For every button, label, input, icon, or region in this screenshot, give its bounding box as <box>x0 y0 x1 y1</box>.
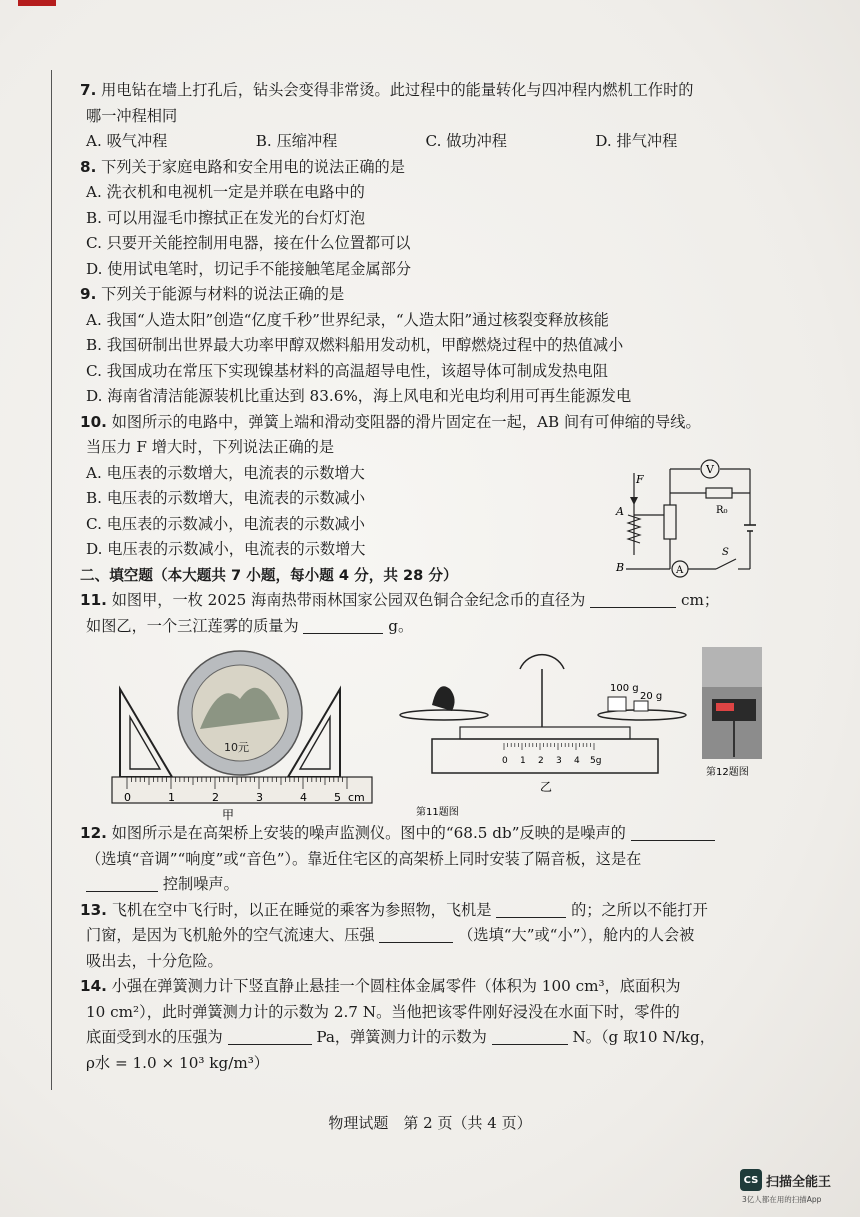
beam-label-5: 5g <box>590 756 602 766</box>
ruler-label-3: 3 <box>256 791 263 804</box>
beam-label-3: 3 <box>556 756 562 766</box>
option-b: B. 压缩冲程 <box>255 132 338 150</box>
question-stem-cont <box>80 872 765 898</box>
question-number: 9. <box>80 285 97 303</box>
circuit-svg <box>600 453 760 583</box>
camscanner-logo-icon: CS <box>740 1169 762 1191</box>
point-b-label: B <box>616 561 625 574</box>
option-d: D. 排气冲程 <box>595 132 678 150</box>
question-10 <box>80 410 765 436</box>
option-c: C. 做功冲程 <box>425 132 507 150</box>
question-number: 10. <box>80 412 107 431</box>
question-stem: 飞机在空中飞行时，以正在睡觉的乘客为参照物，飞机是 <box>111 900 492 919</box>
switch-icon <box>716 559 736 569</box>
answer-blank[interactable] <box>303 616 383 634</box>
question-stem-cont <box>80 614 765 640</box>
question-14 <box>80 974 765 1000</box>
ammeter-label: A <box>676 565 684 576</box>
ruler <box>112 777 372 804</box>
answer-blank[interactable] <box>496 900 566 918</box>
figures-svg <box>72 639 762 821</box>
option-a: A. 电压表的示数增大，电流表的示数增大 <box>86 463 365 482</box>
unit-text: g。 <box>388 616 414 635</box>
ruler-label-0: 0 <box>124 791 131 804</box>
point-a-label: A <box>616 505 624 518</box>
question-stem: 小强在弹簧测力计下竖直静止悬挂一个圆柱体金属零件（体积为 100 cm³，底面积为 <box>111 977 681 995</box>
force-label: F <box>636 473 644 486</box>
ruler-label-4: 4 <box>300 791 307 804</box>
beam-label-1: 1 <box>520 756 526 766</box>
question-stem-cont: （选填“音调”“响度”或“音色”）。靠近住宅区的高架桥上同时安装了隔音板，这是在 <box>86 849 642 868</box>
page-footer: 物理试题 第 2 页（共 4 页） <box>328 1114 532 1132</box>
question-13 <box>80 898 765 924</box>
answer-blank[interactable] <box>228 1027 312 1045</box>
answer-blank[interactable] <box>590 590 676 608</box>
caption-12: 第12题图 <box>706 767 749 778</box>
question-stem: N。（g 取10 N/kg， <box>572 1028 715 1046</box>
question-stem-cont: 吸出去，十分危险。 <box>86 951 223 970</box>
answer-blank[interactable] <box>379 925 453 943</box>
question-stem-cont: ρ水 = 1.0 × 10³ kg/m³） <box>86 1053 269 1072</box>
voltmeter-label: V <box>706 463 714 476</box>
option-d: D. 海南省清洁能源装机比重达到 83.6%，海上风电和光电均利用可再生能源发电 <box>86 387 632 405</box>
section-heading: 二、填空题（本大题共 7 小题，每小题 4 分，共 28 分） <box>80 566 458 584</box>
question-stem: 如图所示是在高架桥上安装的噪声监测仪。图中的“68.5 db”反映的是噪声的 <box>111 824 626 842</box>
question-stem: 底面受到水的压强为 <box>86 1028 223 1046</box>
figures-row <box>80 639 765 821</box>
question-stem-cont: 当压力 F 增大时，下列说法正确的是 <box>86 438 335 456</box>
fruit-icon <box>432 686 455 711</box>
question-stem: （选填“大”或“小”），舱内的人会被 <box>458 926 695 944</box>
option-d: D. 电压表的示数减小，电流表的示数增大 <box>86 540 366 558</box>
triangle-left <box>120 689 172 777</box>
question-stem: 如图所示的电路中，弹簧上端和滑动变阻器的滑片固定在一起，AB 间有可伸缩的导线。 <box>111 412 701 431</box>
coin-denomination: 10元 <box>224 741 249 754</box>
question-11 <box>80 588 765 614</box>
badge-title: 扫描全能王 <box>766 1174 832 1190</box>
question-stem: 门窗，是因为飞机舱外的空气流速大、压强 <box>86 926 375 944</box>
red-corner-mark <box>18 0 56 6</box>
question-number: 11. <box>80 591 107 609</box>
options-row <box>80 129 765 155</box>
question-stem: 如图甲，一枚 2025 海南热带雨林国家公园双色铜合金纪念币的直径为 <box>111 591 586 609</box>
question-12 <box>80 821 765 847</box>
ruler-label-1: 1 <box>168 791 175 804</box>
question-number: 13. <box>80 900 107 919</box>
option-c: C. 电压表的示数减小，电流表的示数减小 <box>86 514 365 533</box>
balance-scale <box>400 655 686 773</box>
ruler-label-2: 2 <box>212 791 219 804</box>
question-number: 12. <box>80 824 107 842</box>
label-jia: 甲 <box>222 808 235 821</box>
beam-label-0: 0 <box>502 756 508 766</box>
coin-icon <box>178 651 302 775</box>
ruler-unit: cm <box>348 791 365 804</box>
scanner-badge <box>740 1169 831 1191</box>
option-a: A. 吸气冲程 <box>86 132 168 150</box>
option-a: A. 洗衣机和电视机一定是并联在电路中的 <box>86 183 365 201</box>
question-9 <box>80 282 765 308</box>
question-number: 8. <box>80 157 97 176</box>
ruler-label-5: 5 <box>334 791 341 804</box>
weight-100g: 100 g <box>610 683 639 694</box>
unit-text: cm； <box>680 591 720 609</box>
option-a: A. 我国“人造太阳”创造“亿度千秒”世界纪录，“人造太阳”通过核裂变释放核能 <box>86 310 609 329</box>
question-stem: Pa，弹簧测力计的示数为 <box>316 1028 487 1046</box>
question-7 <box>80 78 765 104</box>
option-c: C. 只要开关能控制用电器，接在什么位置都可以 <box>86 234 411 252</box>
caption-11: 第11题图 <box>416 807 459 818</box>
question-stem-cont: 10 cm²），此时弹簧测力计的示数为 2.7 N。当他把该零件刚好浸没在水面下时，零件的 <box>86 1002 680 1021</box>
label-yi: 乙 <box>540 780 553 794</box>
question-stem-cont <box>80 923 765 949</box>
option-d: D. 使用试电笔时，切记手不能接触笔尾金属部分 <box>86 259 412 278</box>
beam-label-2: 2 <box>538 756 544 766</box>
question-number: 7. <box>80 81 97 99</box>
option-b: B. 可以用湿毛巾擦拭正在发光的台灯灯泡 <box>86 208 366 227</box>
question-stem-cont: 哪一冲程相同 <box>86 106 178 125</box>
weight-20g: 20 g <box>640 691 663 702</box>
rheostat-icon <box>664 505 676 539</box>
question-stem: 用电钻在墙上打孔后，钻头会变得非常烫。此过程中的能量转化与四冲程内燃机工作时的 <box>101 81 694 99</box>
noise-monitor-photo <box>702 647 762 759</box>
question-stem: 控制噪声。 <box>162 875 239 893</box>
answer-blank[interactable] <box>492 1027 568 1045</box>
resistor-icon <box>706 488 732 498</box>
switch-label: S <box>722 547 729 558</box>
resistor-label: R₀ <box>716 505 728 516</box>
question-stem-cont <box>80 1025 765 1051</box>
question-8 <box>80 155 765 181</box>
question-stem: 下列关于家庭电路和安全用电的说法正确的是 <box>101 157 405 176</box>
option-b: B. 我国研制出世界最大功率甲醇双燃料船用发动机，甲醇燃烧过程中的热值减小 <box>86 336 624 354</box>
answer-blank[interactable] <box>86 874 158 892</box>
question-stem: 如图乙，一个三江莲雾的质量为 <box>86 616 299 635</box>
option-c: C. 我国成功在常压下实现镍基材料的高温超导电性，该超导体可制成发热电阻 <box>86 361 608 380</box>
question-number: 14. <box>80 977 107 995</box>
beam-label-4: 4 <box>574 756 580 766</box>
circuit-diagram <box>600 453 760 587</box>
answer-blank[interactable] <box>631 823 715 841</box>
badge-subtitle: 3亿人都在用的扫描App <box>742 1195 822 1204</box>
question-stem: 的；之所以不能打开 <box>571 900 708 919</box>
question-stem: 下列关于能源与材料的说法正确的是 <box>101 285 345 303</box>
binding-margin-line <box>51 70 52 1090</box>
option-b: B. 电压表的示数增大，电流表的示数减小 <box>86 489 366 507</box>
